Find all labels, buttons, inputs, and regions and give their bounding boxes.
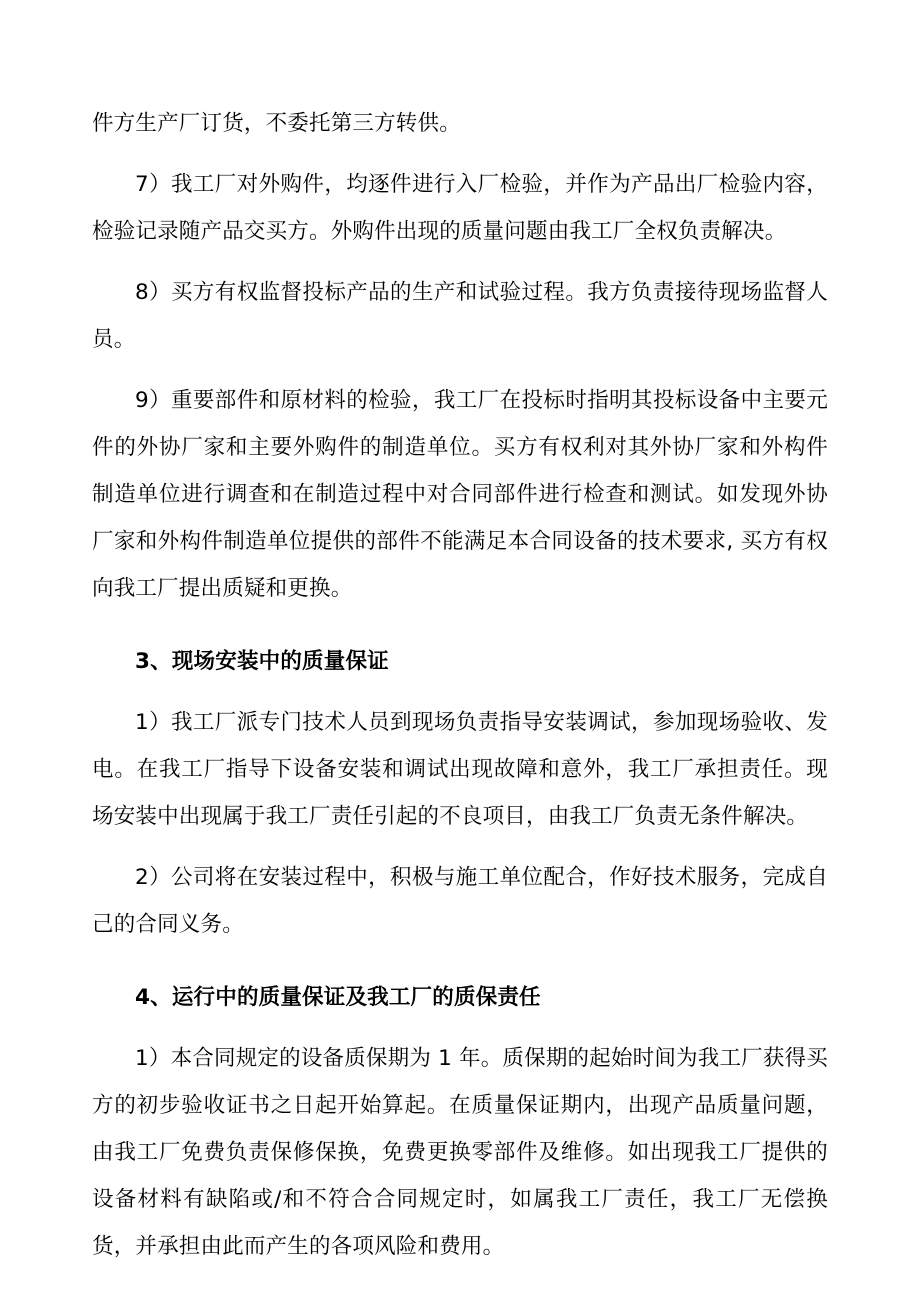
paragraph-item-8: 8）买方有权监督投标产品的生产和试验过程。我方负责接待现场监督人员。 [92,280,828,352]
paragraph-4-1: 1）本合同规定的设备质保期为 1 年。质保期的起始时间为我工厂获得买方的初步验收证书之日起开始算起。在质量保证期内，出现产品质量问题，由我工厂免费负责保修保换，免费更换零部件及维修。如出现我工厂提供的设备材料有缺陷或/和不符合合同规定时，如属我工厂责任，我工厂无偿换货，并承担由此而产生的各项风险和费用。 [92,1046,828,1259]
paragraph-3-2: 2）公司将在安装过程中，积极与施工单位配合，作好技术服务，完成自己的合同义务。 [92,865,828,937]
paragraph-item-7: 7）我工厂对外购件，均逐件进行入厂检验，并作为产品出厂检验内容，检验记录随产品交买方。外购件出现的质量问题由我工厂全权负责解决。 [92,172,828,244]
paragraph-3-1: 1）我工厂派专门技术人员到现场负责指导安装调试，参加现场验收、发电。在我工厂指导下设备安装和调试出现故障和意外，我工厂承担责任。现场安装中出现属于我工厂责任引起的不良项目，由我工厂负责无条件解决。 [92,710,828,829]
paragraph-item-9: 9）重要部件和原材料的检验，我工厂在投标时指明其投标设备中主要元件的外协厂家和主要外购件的制造单位。买方有权利对其外协厂家和外构件制造单位进行调查和在制造过程中对合同部件进行检查和测试。如发现外协厂家和外构件制造单位提供的部件不能满足本合同设备的技术要求, 买方有权向我工厂提出质疑和更换。 [92,388,828,601]
section-heading-3: 3、现场安装中的质量保证 [135,649,389,674]
section-heading-4: 4、运行中的质量保证及我工厂的质保责任 [135,985,541,1010]
paragraph-continued: 件方生产厂订货，不委托第三方转供。 [92,111,461,136]
document-body [92,100,828,1270]
